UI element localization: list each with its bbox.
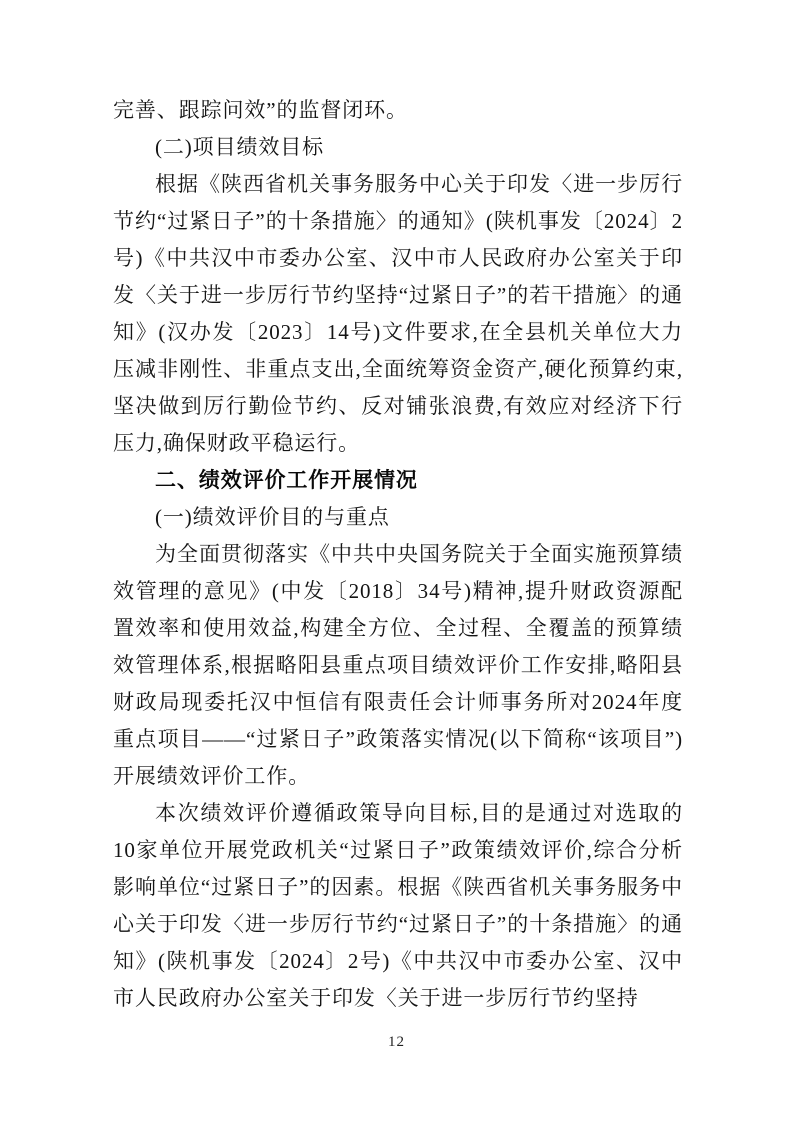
- paragraph-continuation: 完善、跟踪问效”的监督闭环。: [113, 98, 408, 122]
- paragraph-evaluation-background: 为全面贯彻落实《中共中央国务院关于全面实施预算绩效管理的意见》(中发〔2018〕34号)精神,提升财政资源配置效率和使用效益,构建全方位、全过程、全覆盖的预算绩效管理体系,根据略阳县重点项目绩效评价工作安排,略阳县财政局现委托汉中恒信有限责任会计师事务所对2024年度重点项目——“过紧日子”政策落实情况(以下简称“该项目”)开展绩效评价工作。: [113, 542, 683, 788]
- section-heading-evaluation-work: 二、绩效评价工作开展情况: [155, 469, 418, 492]
- subsection-heading-project-goals: (二)项目绩效目标: [155, 135, 325, 159]
- page-number: 12: [388, 1034, 405, 1050]
- subsection-heading-evaluation-purpose: (一)绩效评价目的与重点: [155, 505, 390, 529]
- document-content: [113, 92, 683, 1017]
- paragraph-evaluation-objective: 本次绩效评价遵循政策导向目标,目的是通过对选取的10家单位开展党政机关“过紧日子”政策绩效评价,综合分析影响单位“过紧日子”的因素。根据《陕西省机关事务服务中心关于印发〈进一步厉行节约“过紧日子”的十条措施〉的通知》(陕机事发〔2024〕2号)《中共汉中市委办公室、汉中市人民政府办公室关于印发〈关于进一步厉行节约坚持: [113, 801, 683, 1010]
- paragraph-policy-basis: 根据《陕西省机关事务服务中心关于印发〈进一步厉行节约“过紧日子”的十条措施〉的通知》(陕机事发〔2024〕2号)《中共汉中市委办公室、汉中市人民政府办公室关于印发〈关于进一步厉行节约坚持“过紧日子”的若干措施〉的通知》(汉办发〔2023〕14号)文件要求,在全县机关单位大力压减非刚性、非重点支出,全面统筹资金资产,硬化预算约束,坚决做到厉行勤俭节约、反对铺张浪费,有效应对经济下行压力,确保财政平稳运行。: [113, 172, 683, 455]
